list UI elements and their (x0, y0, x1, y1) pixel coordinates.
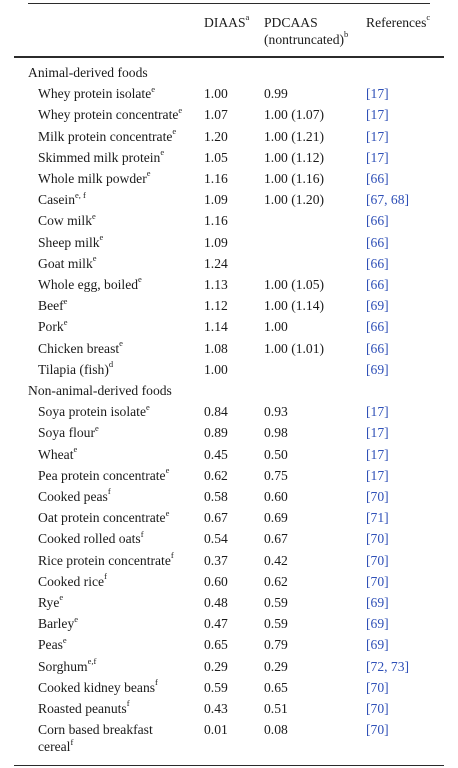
food-footnote: f (104, 571, 107, 582)
food-name-cell (38, 85, 155, 102)
reference-link[interactable]: [69] (366, 637, 389, 653)
diaas-value: 1.00 (204, 86, 228, 102)
diaas-value: 1.24 (204, 255, 228, 271)
food-name-cell (38, 318, 67, 335)
diaas-value: 0.67 (204, 510, 228, 526)
food-name: Rye (38, 595, 60, 610)
pdcaas-value: 1.00 (1.20) (264, 192, 325, 208)
food-name: Milk protein concentrate (38, 128, 173, 144)
food-name-cell (38, 509, 169, 526)
food-name-cell (38, 700, 130, 717)
food-name: Cooked kidney beans (38, 679, 156, 695)
header-pdcaas-footnote: b (344, 29, 349, 40)
food-name-cell (38, 573, 107, 590)
food-name-cell (38, 340, 123, 357)
reference-link[interactable]: [69] (366, 298, 389, 314)
diaas-value: 0.45 (204, 446, 228, 462)
food-name-cell (38, 467, 169, 484)
food-name-cell (38, 191, 86, 208)
diaas-value: 1.09 (204, 192, 228, 208)
table-row (0, 149, 458, 170)
food-name: Chicken breast (38, 340, 120, 356)
header-diaas (204, 14, 249, 31)
table-row (0, 234, 458, 255)
food-footnote: e (165, 465, 170, 476)
reference-cell (366, 679, 389, 696)
pdcaas-value: 1.00 (1.12) (264, 149, 325, 165)
food-footnote: e (74, 613, 79, 624)
section-title: Animal-derived foods (28, 65, 148, 80)
food-footnote: f (70, 736, 74, 747)
diaas-value: 1.16 (204, 171, 228, 186)
food-name-cell (38, 488, 111, 505)
pdcaas-value: 0.59 (264, 616, 288, 632)
diaas-value: 0.58 (204, 489, 228, 504)
table-row (0, 106, 458, 127)
diaas-value: 0.43 (204, 701, 228, 716)
reference-link[interactable]: [17] (366, 446, 389, 462)
food-name: Whey protein isolate (38, 86, 152, 102)
pdcaas-value: 0.98 (264, 425, 288, 441)
reference-cell (366, 509, 389, 526)
reference-link[interactable]: [66] (366, 255, 389, 271)
food-name: Rice protein concentrate (38, 552, 171, 568)
food-name: Whole milk powder (38, 171, 147, 186)
table-row (0, 446, 458, 467)
food-name-cell (38, 446, 77, 463)
table-row (0, 276, 458, 297)
food-name: Cooked rolled oats (38, 531, 141, 547)
table-row (0, 658, 458, 679)
food-footnote: e (62, 634, 67, 645)
food-name: Soya flour (38, 425, 96, 441)
table-row (0, 721, 458, 755)
pdcaas-value: 1.00 (1.01) (264, 340, 325, 356)
pdcaas-value: 0.65 (264, 679, 288, 695)
reference-link[interactable]: [17] (366, 467, 389, 483)
pdcaas-value: 0.51 (264, 701, 288, 716)
food-name: Barley (38, 616, 75, 632)
table-row (0, 212, 458, 233)
table-row (0, 85, 458, 106)
reference-link[interactable]: [70] (366, 552, 389, 568)
reference-cell (366, 530, 389, 547)
diaas-value: 1.14 (204, 319, 228, 335)
diaas-value: 0.01 (204, 722, 228, 738)
reference-link[interactable]: [17] (366, 425, 389, 441)
table-row (0, 488, 458, 509)
food-footnote: e (99, 232, 104, 243)
reference-link[interactable]: [70] (366, 531, 389, 547)
food-footnote: e (63, 295, 68, 306)
table-row (0, 403, 458, 424)
food-footnote: e (73, 444, 78, 455)
pdcaas-value: 0.75 (264, 467, 288, 483)
food-name-cell (38, 615, 78, 632)
diaas-value: 1.08 (204, 340, 228, 356)
header-pdcaas-label: PDCAAS (264, 15, 318, 30)
table-row (0, 340, 458, 361)
diaas-value: 1.13 (204, 277, 228, 292)
section-title: Non-animal-derived foods (28, 383, 172, 398)
table-row (0, 594, 458, 615)
pdcaas-value: 1.00 (1.21) (264, 128, 325, 144)
pdcaas-value: 1.00 (1.16) (264, 171, 325, 186)
table-row (0, 573, 458, 594)
table-row (0, 509, 458, 530)
header-pdcaas-sublabel: (nontruncated) (264, 32, 345, 47)
table-row (0, 467, 458, 488)
reference-link[interactable]: [70] (366, 573, 389, 589)
food-name-cell (38, 424, 99, 441)
reference-link[interactable]: [66] (366, 340, 389, 356)
reference-cell (366, 594, 389, 611)
header-rule (14, 56, 444, 58)
reference-cell (366, 424, 389, 441)
food-name-cell (38, 297, 67, 314)
food-name-cell (38, 679, 158, 696)
food-footnote: e (95, 422, 99, 433)
reference-cell (366, 721, 389, 738)
food-footnote: e (160, 147, 165, 158)
reference-link[interactable]: [66] (366, 234, 389, 250)
food-name-cell (38, 128, 176, 145)
pdcaas-value: 0.93 (264, 404, 288, 420)
food-footnote: e,f (87, 656, 97, 667)
reference-link[interactable]: [69] (366, 361, 389, 377)
food-footnote: e (172, 126, 177, 137)
food-footnote: e (151, 83, 156, 94)
food-name-cell (38, 594, 63, 611)
reference-cell (366, 552, 389, 569)
diaas-value: 1.00 (204, 361, 228, 377)
table-row (0, 530, 458, 551)
diaas-value: 1.09 (204, 234, 228, 250)
pdcaas-value: 0.99 (264, 86, 288, 102)
reference-cell (366, 488, 389, 505)
pdcaas-value: 1.00 (1.14) (264, 298, 325, 314)
food-footnote: f (140, 528, 144, 539)
food-name: Casein (38, 192, 75, 208)
pdcaas-value: 1.00 (264, 319, 288, 335)
reference-link[interactable]: [71] (366, 510, 389, 526)
food-footnote: e (92, 253, 97, 264)
food-name-cell (38, 361, 113, 378)
reference-cell (366, 403, 389, 420)
food-name: Skimmed milk protein (38, 149, 161, 165)
food-name: Sorghum (38, 658, 88, 674)
reference-cell (366, 297, 389, 314)
pdcaas-value: 1.00 (1.07) (264, 107, 325, 123)
diaas-value: 0.62 (204, 467, 228, 483)
pdcaas-value: 0.50 (264, 446, 288, 462)
food-name: Oat protein concentrate (38, 510, 166, 526)
food-footnote: e (63, 316, 68, 327)
reference-link[interactable]: [66] (366, 319, 389, 335)
table-row (0, 297, 458, 318)
food-name: Soya protein isolate (38, 404, 146, 420)
diaas-value: 0.89 (204, 425, 228, 441)
reference-cell (366, 255, 389, 272)
reference-link[interactable]: [66] (366, 213, 389, 229)
diaas-value: 0.29 (204, 658, 228, 674)
table-row (0, 679, 458, 700)
food-name: Cow milk (38, 213, 93, 229)
header-pdcaas (264, 14, 348, 48)
food-name-cell (38, 149, 164, 166)
reference-cell (366, 658, 409, 675)
table-row (0, 615, 458, 636)
reference-cell (366, 276, 389, 293)
diaas-value: 0.59 (204, 679, 228, 695)
reference-cell (366, 106, 389, 123)
food-footnote: d (108, 359, 114, 370)
diaas-value: 0.37 (204, 552, 228, 568)
food-name: Whey protein concentrate (38, 107, 179, 123)
reference-link[interactable]: [70] (366, 701, 389, 716)
header-references (366, 14, 430, 31)
reference-cell (366, 318, 389, 335)
food-name: Roasted peanuts (38, 701, 127, 716)
pdcaas-value: 0.79 (264, 637, 288, 653)
reference-link[interactable]: [67, 68] (366, 192, 410, 208)
reference-link[interactable]: [17] (366, 107, 389, 123)
food-name: Pork (38, 319, 64, 335)
food-footnote: e (92, 210, 96, 221)
food-name-cell (38, 552, 174, 569)
reference-link[interactable]: [17] (366, 149, 389, 165)
food-name-cell (38, 106, 182, 123)
food-name-cell (38, 403, 150, 420)
pdcaas-value: 0.69 (264, 510, 288, 526)
food-name-cell (38, 234, 103, 251)
reference-link[interactable]: [66] (366, 277, 389, 292)
reference-link[interactable]: [69] (366, 595, 389, 610)
reference-link[interactable]: [17] (366, 404, 389, 420)
reference-link[interactable]: [70] (366, 489, 389, 504)
table-row (0, 700, 458, 721)
top-rule (28, 3, 430, 4)
food-name-cell (38, 721, 188, 755)
reference-cell (366, 573, 389, 590)
food-footnote: e (178, 104, 183, 115)
pdcaas-value: 0.60 (264, 489, 288, 504)
diaas-value: 1.05 (204, 149, 228, 165)
reference-cell (366, 170, 389, 187)
table-row (0, 255, 458, 276)
food-footnote: f (107, 486, 111, 497)
table-row (0, 424, 458, 445)
pdcaas-value: 0.29 (264, 658, 288, 674)
food-name: Sheep milk (38, 234, 100, 250)
table-row (0, 636, 458, 657)
pdcaas-value: 0.08 (264, 722, 288, 738)
header-references-footnote: c (426, 12, 431, 23)
reference-link[interactable]: [66] (366, 171, 389, 186)
food-name: Cooked peas (38, 489, 108, 504)
bottom-rule (14, 765, 444, 766)
reference-cell (366, 361, 389, 378)
reference-link[interactable]: [70] (366, 722, 389, 738)
food-name: Wheat (38, 446, 74, 462)
reference-link[interactable]: [17] (366, 86, 389, 102)
food-name-cell (38, 658, 96, 675)
pdcaas-value: 0.62 (264, 573, 288, 589)
table-row (0, 318, 458, 339)
food-footnote: e (165, 507, 170, 518)
diaas-value: 1.12 (204, 298, 228, 314)
pdcaas-value: 0.42 (264, 552, 288, 568)
food-name: Corn based breakfast cereal (38, 722, 153, 755)
reference-cell (366, 85, 389, 102)
reference-cell (366, 191, 409, 208)
pdcaas-value: 0.67 (264, 531, 288, 547)
reference-cell (366, 446, 389, 463)
reference-cell (366, 128, 389, 145)
table-row (0, 170, 458, 191)
pdcaas-value: 0.59 (264, 595, 288, 610)
diaas-value: 0.47 (204, 616, 228, 632)
reference-link[interactable]: [17] (366, 128, 389, 144)
diaas-value: 0.84 (204, 404, 228, 420)
diaas-value: 1.16 (204, 213, 228, 229)
food-footnote: e (138, 274, 142, 285)
reference-link[interactable]: [70] (366, 679, 389, 695)
reference-cell (366, 615, 389, 632)
food-footnote: e, f (75, 189, 86, 200)
reference-link[interactable]: [72, 73] (366, 658, 410, 674)
reference-cell (366, 234, 389, 251)
reference-cell (366, 340, 389, 357)
food-name-cell (38, 212, 96, 229)
table-row (0, 552, 458, 573)
food-name: Pea protein concentrate (38, 467, 166, 483)
food-name: Goat milk (38, 255, 93, 271)
pdcaas-value: 1.00 (1.05) (264, 277, 325, 292)
reference-cell (366, 467, 389, 484)
header-references-label: References (366, 15, 427, 30)
table-row (0, 191, 458, 212)
diaas-value: 0.48 (204, 595, 228, 610)
food-footnote: e (146, 168, 151, 179)
reference-cell (366, 212, 389, 229)
reference-cell (366, 700, 389, 717)
food-name-cell (38, 170, 151, 187)
food-name: Whole egg, boiled (38, 277, 139, 292)
diaas-value: 0.60 (204, 573, 228, 589)
food-footnote: e (119, 338, 123, 349)
food-footnote: e (59, 592, 64, 603)
diaas-value: 1.07 (204, 107, 228, 123)
food-name: Cooked rice (38, 573, 105, 589)
diaas-value: 0.54 (204, 531, 228, 547)
table-row (0, 128, 458, 149)
diaas-value: 1.20 (204, 128, 228, 144)
food-name-cell (38, 276, 142, 293)
table-row (0, 361, 458, 382)
food-name-cell (38, 255, 97, 272)
food-name: Tilapia (fish) (38, 361, 109, 377)
food-name-cell (38, 636, 67, 653)
reference-link[interactable]: [69] (366, 616, 389, 632)
reference-cell (366, 149, 389, 166)
reference-cell (366, 636, 389, 653)
food-footnote: e (145, 401, 150, 412)
food-footnote: f (170, 550, 174, 561)
food-footnote: f (126, 698, 130, 709)
food-name: Peas (38, 637, 63, 653)
food-name-cell (38, 530, 144, 547)
header-diaas-label: DIAAS (204, 15, 246, 30)
header-diaas-footnote: a (245, 12, 250, 23)
diaas-value: 0.65 (204, 637, 228, 653)
food-footnote: f (155, 677, 158, 688)
food-name: Beef (38, 298, 64, 314)
